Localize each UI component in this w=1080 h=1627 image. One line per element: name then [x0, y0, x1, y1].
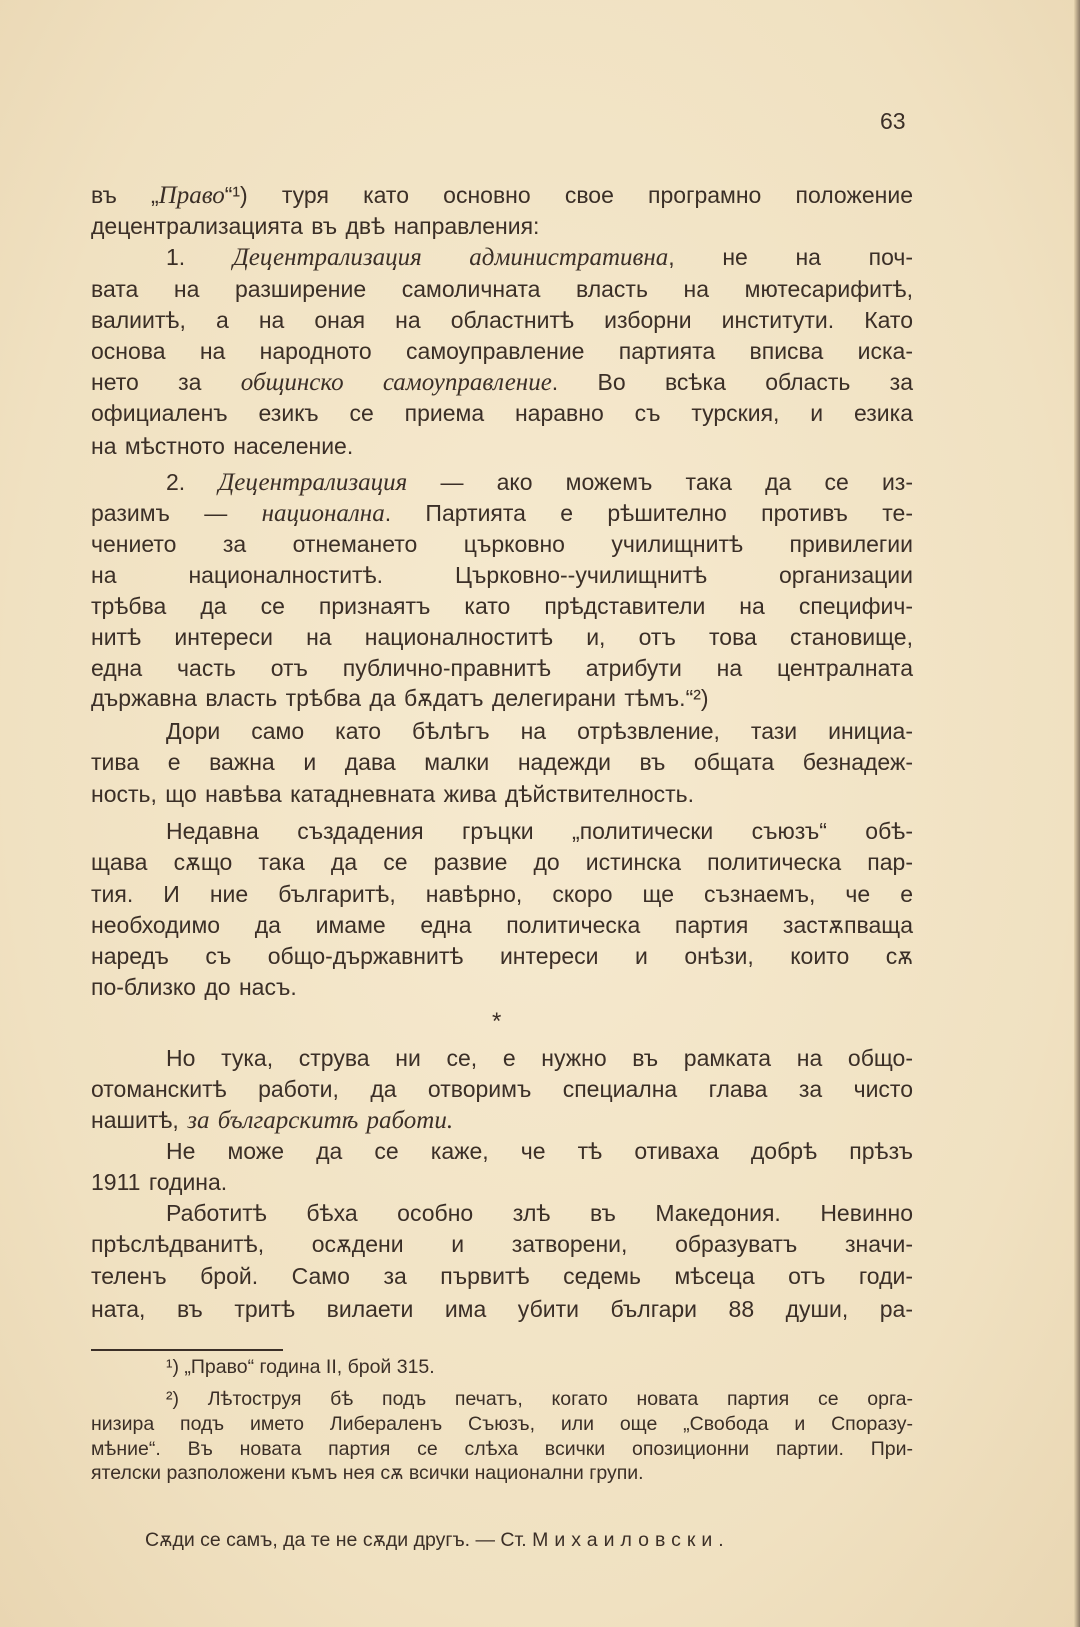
text-run: Но тука, струва ни се, е нужно въ рамката на общо- — [166, 1045, 913, 1071]
text-line — [166, 1136, 913, 1167]
footnote-line: низира подъ името Либераленъ Съюзъ, или още „Свобода и Споразу- — [91, 1413, 913, 1435]
text-line — [91, 1167, 913, 1198]
text-line — [91, 1229, 913, 1260]
text-line — [166, 716, 913, 747]
text-run: “¹) туря като основно свое програмно положение — [224, 182, 913, 208]
text-run: теленъ брой. Само за първитѣ седемь мѣсеца отъ годи- — [91, 1263, 913, 1289]
emphasis-text: общинско самоуправление — [240, 369, 552, 396]
text-run: на националноститѣ. Църковно--училищнитѣ организации — [91, 562, 913, 588]
text-run: Не може да се каже, че тѣ отиваха добрѣ прѣзъ — [166, 1138, 913, 1164]
text-run: 1. — [166, 244, 233, 270]
page-edge — [1074, 0, 1080, 1627]
text-line — [91, 1294, 913, 1325]
text-run: нашитѣ, — [91, 1107, 188, 1133]
footnote-line: ятелски разположени къмъ нея сѫ всички национални групи. — [91, 1462, 644, 1484]
footnote-line: ²) Лѣтоструя бѣ подъ печатъ, когато новата партия се орга- — [166, 1388, 913, 1410]
text-run: държавна власть трѣбва да бѫдатъ делегирани тѣмъ.“²) — [91, 685, 709, 711]
text-line — [91, 398, 913, 429]
text-run: валиитѣ, а на оная на областнитѣ изборни институти. Като — [91, 307, 913, 333]
text-run: трѣбва да се признаятъ като прѣдставители на специфич- — [91, 593, 913, 619]
emphasis-text: Децентрализация административна — [232, 244, 669, 271]
emphasis-text: за българскитѣ работи. — [187, 1107, 454, 1134]
text-line — [91, 941, 913, 972]
text-run: чението за отнемането църковно училищнитѣ привилегии — [91, 531, 913, 557]
text-run: нето за — [91, 369, 241, 395]
text-line — [91, 683, 913, 714]
footnote-line: мѣние“. Въ новата партия се слѣха всички опозиционни партии. При- — [91, 1438, 913, 1460]
text-line — [91, 1105, 913, 1136]
text-run: децентрализацията въ двѣ направления: — [91, 213, 540, 239]
text-run: необходимо да имаме една политическа партия застѫпваща — [91, 912, 913, 938]
text-run: Дори само като бѣлѣгъ на отрѣзвление, тази инициа- — [166, 718, 913, 744]
text-run: по-близко до насъ. — [91, 974, 297, 1000]
text-run: Работитѣ бѣха особно злѣ въ Македония. Невинно — [166, 1200, 913, 1226]
text-line — [166, 242, 913, 273]
emphasis-text: Право — [158, 182, 225, 209]
text-line — [91, 180, 913, 211]
text-line — [91, 879, 913, 910]
text-run: щава сѫщо така да се развие до истинска политическа пар- — [91, 849, 913, 875]
text-line — [91, 622, 913, 653]
text-line — [91, 910, 913, 941]
text-run: ность, що навѣва катадневната жива дѣйствителность. — [91, 781, 695, 807]
section-separator: * — [492, 1008, 502, 1035]
text-line — [166, 467, 913, 498]
footnote-line: ¹) „Право“ година II, брой 315. — [166, 1356, 435, 1378]
text-run: 2. — [166, 469, 219, 495]
text-run: една часть отъ публично-правнитѣ атрибути на централната — [91, 655, 913, 681]
signature-motto: Сѫди се самъ, да те не сѫди другъ. — Ст. — [145, 1529, 533, 1551]
text-run: разимъ — — [91, 500, 262, 526]
text-line — [91, 747, 913, 778]
text-line — [91, 367, 913, 398]
text-line — [91, 274, 913, 305]
text-line — [166, 816, 913, 847]
text-run: нитѣ интереси на националноститѣ и, отъ това становище, — [91, 624, 913, 650]
text-run: ната, въ тритѣ вилаети има убити българи 88 души, ра- — [91, 1296, 913, 1322]
text-line — [91, 1261, 913, 1292]
text-run: вата на разширение самоличната власть на мютесарифитѣ, — [91, 276, 913, 302]
text-line — [91, 336, 913, 367]
text-run: — ако можемъ така да се из- — [407, 469, 913, 495]
text-run: наредъ съ общо-държавнитѣ интереси и онѣзи, които сѫ — [91, 943, 913, 969]
text-line — [91, 529, 913, 560]
emphasis-text: Децентрализация — [218, 469, 408, 496]
text-line — [91, 653, 913, 684]
text-line — [166, 1043, 913, 1074]
text-line — [91, 211, 913, 242]
signature-author: Михаиловски. — [532, 1529, 730, 1551]
text-line — [91, 779, 913, 810]
text-line — [91, 431, 913, 462]
page-number: 63 — [880, 108, 906, 134]
footnote-rule — [91, 1349, 283, 1351]
text-run: , не на поч- — [668, 244, 913, 270]
text-run: тия. И ние българитѣ, навѣрно, скоро ще съзнаемъ, че е — [91, 881, 913, 907]
emphasis-text: национална — [261, 500, 385, 527]
text-line — [91, 498, 913, 529]
text-line — [91, 591, 913, 622]
text-run: Недавна създадения гръцки „политически съюзъ“ обѣ- — [166, 818, 913, 844]
text-line — [166, 1198, 913, 1229]
text-line — [91, 972, 913, 1003]
text-line — [91, 847, 913, 878]
text-line — [91, 560, 913, 591]
text-run: . Партията е рѣшително противъ те- — [384, 500, 913, 526]
text-run: основа на народното самоуправление партията вписва иска- — [91, 338, 913, 364]
text-run: 1911 година. — [91, 1169, 228, 1195]
text-run: въ „ — [91, 182, 159, 208]
text-run: отоманскитѣ работи, да отворимъ специална глава за чисто — [91, 1076, 913, 1102]
text-line — [91, 1074, 913, 1105]
text-line — [91, 305, 913, 336]
text-run: . Во всѣка область за — [551, 369, 914, 395]
text-run: официаленъ езикъ се приема наравно съ турския, и езика — [91, 400, 913, 426]
text-run: на мѣстното население. — [91, 433, 354, 459]
text-run: прѣслѣдванитѣ, осѫдени и затворени, образуватъ значи- — [91, 1231, 913, 1257]
signature-line — [145, 1526, 880, 1554]
text-run: тива е важна и дава малки надежди въ общата безнадеж- — [91, 749, 913, 775]
